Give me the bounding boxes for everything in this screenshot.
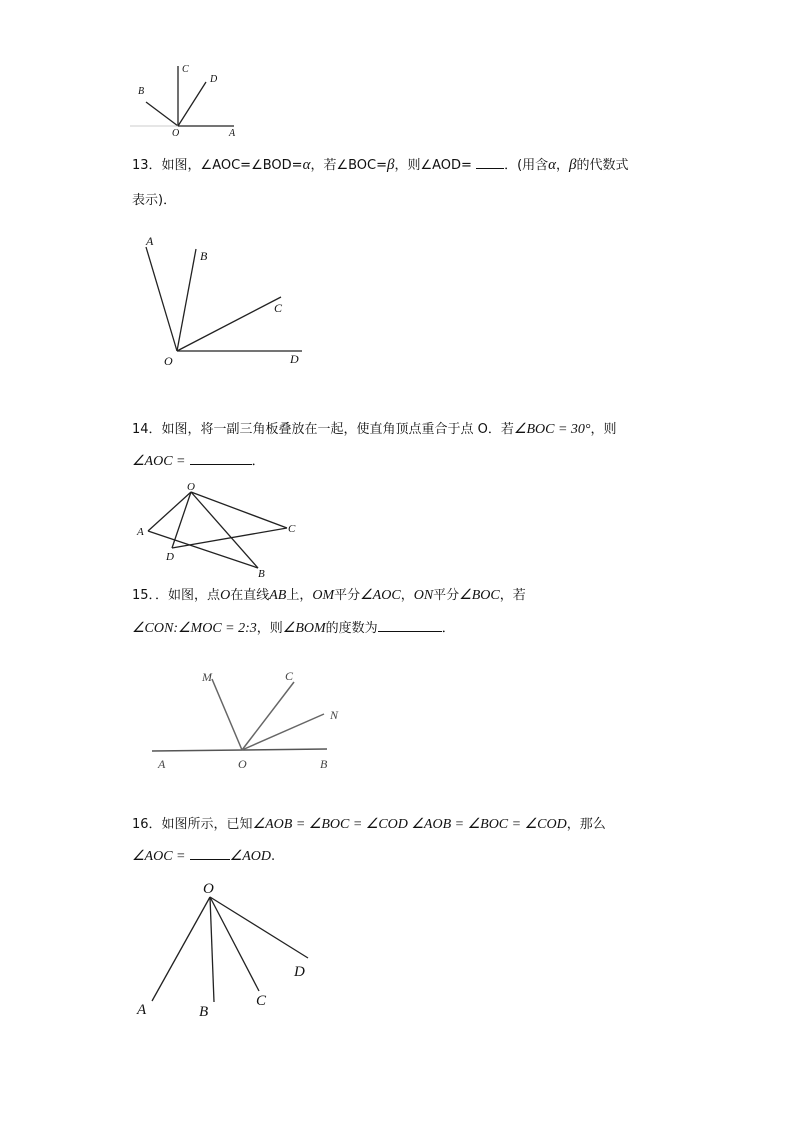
segment-oc bbox=[191, 492, 287, 528]
segment-dc bbox=[172, 528, 287, 548]
label-m: M bbox=[202, 670, 212, 684]
figure-q13 bbox=[140, 232, 320, 372]
answer-blank[interactable] bbox=[476, 156, 504, 169]
label-o: O bbox=[172, 128, 180, 139]
label-b: B bbox=[199, 1004, 209, 1020]
ray-oc bbox=[210, 897, 259, 991]
question-number: 15． bbox=[132, 588, 156, 603]
ray-oa bbox=[152, 897, 210, 1001]
label-c: C bbox=[274, 301, 283, 315]
label-a: A bbox=[158, 757, 166, 771]
ray-od bbox=[210, 897, 308, 958]
figure-q15 bbox=[148, 664, 358, 776]
ray-oc bbox=[177, 297, 281, 351]
label-o: O bbox=[203, 881, 214, 897]
line-ab bbox=[152, 749, 327, 751]
ray-ob bbox=[210, 897, 214, 1002]
question-15-line-2: ∠CON:∠MOC = 2:3，则∠BOM的度数为 ． bbox=[132, 621, 455, 636]
label-b: B bbox=[200, 249, 208, 263]
question-14-line-1: 14．如图，将一副三角板叠放在一起，使直角顶点重合于点 O．若∠BOC = 30°，则 bbox=[132, 422, 617, 437]
ray-ob bbox=[177, 249, 196, 351]
label-o: O bbox=[164, 354, 173, 368]
ray-oc bbox=[242, 682, 294, 750]
question-number: 13． bbox=[132, 158, 162, 173]
question-16-line-2: ∠AOC = ∠AOD. bbox=[132, 849, 276, 864]
label-o: O bbox=[187, 481, 195, 493]
question-16-line-1: 16．如图所示，已知∠AOB = ∠BOC = ∠COD ∠AOB = ∠BOC = ∠COD，那么 bbox=[132, 817, 606, 832]
answer-blank[interactable] bbox=[190, 847, 230, 860]
question-number: 16． bbox=[132, 817, 162, 832]
ray-ob bbox=[146, 102, 178, 126]
label-d: D bbox=[210, 74, 218, 85]
question-13-line-2: 表示)． bbox=[132, 193, 177, 208]
label-b: B bbox=[320, 757, 328, 771]
question-14-line-2: ∠AOC = ． bbox=[132, 454, 265, 469]
ray-om bbox=[212, 679, 242, 750]
ray-oa bbox=[146, 247, 177, 351]
answer-blank[interactable] bbox=[378, 619, 442, 632]
label-d: D bbox=[166, 551, 174, 563]
label-c: C bbox=[256, 993, 267, 1009]
label-d: D bbox=[294, 964, 305, 980]
label-a: A bbox=[137, 1002, 147, 1018]
question-13-line-1: 13．如图，∠AOC=∠BOD=α，若∠BOC=β，则∠AOD= ．(用含α，β的代数式 bbox=[132, 157, 629, 173]
label-b: B bbox=[138, 86, 145, 97]
label-c: C bbox=[285, 669, 294, 683]
label-c: C bbox=[288, 523, 296, 535]
label-n: N bbox=[330, 708, 339, 722]
ray-on bbox=[242, 714, 324, 750]
label-a: A bbox=[229, 128, 236, 139]
label-o: O bbox=[238, 757, 247, 771]
figure-q14 bbox=[132, 478, 312, 582]
label-a: A bbox=[137, 526, 144, 538]
label-a: A bbox=[146, 234, 154, 248]
question-15-line-1: 15．．如图，点O在直线AB上，OM平分∠AOC，ON平分∠BOC，若 bbox=[132, 588, 526, 603]
label-d: D bbox=[290, 352, 299, 366]
ray-od bbox=[178, 82, 206, 126]
question-number: 14． bbox=[132, 422, 162, 437]
answer-blank[interactable] bbox=[190, 452, 252, 465]
figure-q12 bbox=[130, 58, 250, 140]
label-b: B bbox=[258, 568, 265, 580]
label-c: C bbox=[182, 64, 189, 75]
figure-q16 bbox=[130, 876, 330, 1022]
